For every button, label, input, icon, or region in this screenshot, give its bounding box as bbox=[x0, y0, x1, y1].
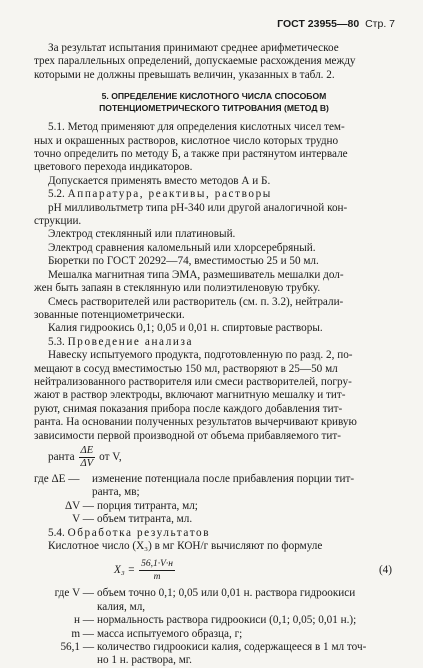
subsection-title: Аппаратура, реактивы, растворы bbox=[67, 188, 272, 201]
text-line: которыми не должны превышать величин, указанных в табл. 2. bbox=[34, 68, 335, 81]
text-line: нейтрализованного растворителя или смеси растворителей, погру- bbox=[34, 375, 352, 388]
definition-text: нормальность раствора гидроокиси (0,1; 0,05; 0,01 н.); bbox=[97, 614, 357, 627]
fraction bbox=[79, 445, 96, 470]
definition-row bbox=[34, 587, 394, 600]
definition-term: где ΔE — bbox=[34, 472, 80, 485]
subsection-title: Проведение анализа bbox=[67, 335, 194, 348]
text-line: зависимости первой производной от объема прибавляемого тит- bbox=[34, 429, 342, 442]
text-line: Калия гидроокись 0,1; 0,05 и 0,01 н. спиртовые растворы. bbox=[48, 322, 323, 335]
text-line: жают в раствор электроды, включают магнитную мешалку и тит- bbox=[34, 389, 346, 402]
page-header bbox=[277, 18, 395, 31]
equipment-list bbox=[34, 202, 394, 336]
definition-term: 56,1 — bbox=[60, 641, 94, 654]
text-line: ных и окрашенных растворов, кислотное число которых трудно bbox=[34, 134, 339, 147]
formula-denominator: m bbox=[153, 571, 161, 582]
text-line: Допускается применять вместо методов А и Б. bbox=[48, 174, 271, 187]
text-line: Кислотное число (X₃) в мг КОН/г вычисляют по формуле bbox=[48, 540, 323, 552]
formula-numerator: 56,1·V·н bbox=[141, 558, 173, 569]
text-line: Навеску испытуемого продукта, подготовленную по разд. 2, по- bbox=[48, 349, 353, 362]
section-heading bbox=[34, 91, 394, 114]
text-line: жен быть запаян в стеклянную или полиэтиленовую трубку. bbox=[34, 282, 321, 295]
definition-row bbox=[34, 601, 394, 614]
definition-row bbox=[34, 513, 394, 526]
definition-row bbox=[34, 641, 394, 654]
definition-text: ранта, мв; bbox=[92, 486, 140, 499]
equation-number: (4) bbox=[378, 563, 392, 576]
subsection-heading-5-2 bbox=[34, 188, 394, 201]
definition-term: V — bbox=[72, 513, 94, 526]
derivative-expression bbox=[48, 443, 394, 473]
page-number: Стр. 7 bbox=[365, 18, 395, 30]
text-line: Электрод сравнения каломельный или хлорсеребряный. bbox=[48, 241, 316, 254]
section-title-line: 5. ОПРЕДЕЛЕНИЕ КИСЛОТНОГО ЧИСЛА СПОСОБОМ bbox=[101, 91, 327, 102]
definition-text: калия, мл, bbox=[97, 600, 146, 613]
definition-row bbox=[34, 500, 394, 513]
variable-definitions-2 bbox=[34, 587, 394, 667]
text-line: трех параллельных определений, допускаемые расхождения между bbox=[34, 55, 356, 68]
text-line: зованные потенциометрически. bbox=[34, 308, 185, 321]
variable-definitions-1 bbox=[34, 473, 394, 527]
text-line: Электрод стеклянный или платиновый. bbox=[48, 228, 236, 241]
definition-term bbox=[34, 486, 92, 499]
definition-text: порция титранта, мл; bbox=[97, 499, 198, 512]
text-line: Мешалка магнитная типа ЭМА, размешиватель мешалки дол- bbox=[48, 268, 344, 281]
definition-term bbox=[34, 654, 97, 667]
definition-term: ΔV — bbox=[64, 499, 94, 512]
fraction-denominator: ΔV bbox=[80, 458, 94, 470]
formula-fraction bbox=[139, 558, 175, 583]
formula-lhs: X₃ = bbox=[114, 563, 136, 576]
fraction-suffix: от V, bbox=[99, 451, 122, 464]
section-title-line: ПОТЕНЦИОМЕТРИЧЕСКОГО ТИТРОВАНИЯ (МЕТОД В) bbox=[99, 102, 329, 113]
definition-text: количество гидроокиси калия, содержащееся в 1 мл точ- bbox=[97, 641, 367, 654]
intro-paragraph bbox=[34, 42, 394, 82]
text-line: руют, снимая показания прибора после каждого добавления тит- bbox=[34, 402, 343, 415]
fraction-prefix: ранта bbox=[48, 451, 75, 464]
definition-term: где V — bbox=[54, 587, 94, 600]
text-line: Смесь растворителей или растворитель (см. п. 3.2), нейтрали- bbox=[48, 295, 344, 308]
text-line: Бюретки по ГОСТ 20292—74, вместимостью 25 и 50 мл. bbox=[48, 255, 319, 268]
definition-text: но 1 н. раствора, мг. bbox=[97, 654, 192, 667]
definition-text: объем точно 0,1; 0,05 или 0,01 н. раствора гидроокиси bbox=[97, 587, 356, 600]
formula-4 bbox=[114, 553, 394, 587]
paragraph-5-1 bbox=[34, 121, 394, 188]
definition-text: объем титранта, мл. bbox=[97, 513, 193, 526]
text-line: ранта. На основании полученных результатов вычерчивают кривую bbox=[34, 416, 357, 429]
text-line: мещают в сосуд вместимостью 150 мл, растворяют в 25—50 мл bbox=[34, 362, 338, 375]
standard-number: ГОСТ 23955—80 bbox=[277, 18, 360, 30]
definition-term: m — bbox=[71, 627, 94, 640]
definition-row bbox=[34, 614, 394, 627]
subsection-heading-5-3 bbox=[34, 336, 394, 349]
text-line: 5.1. Метод применяют для определения кислотных чисел тем- bbox=[48, 121, 345, 134]
subsection-number: 5.3. bbox=[48, 335, 65, 348]
subsection-number: 5.2. bbox=[48, 188, 65, 201]
text-line: рН милливольтметр типа рН-340 или другой аналогичной кон- bbox=[48, 201, 348, 214]
definition-text: масса испытуемого образца, г; bbox=[97, 627, 243, 640]
definition-row bbox=[34, 628, 394, 641]
text-line: точно определить по методу Б, а также при растянутом интервале bbox=[34, 148, 348, 161]
document-body bbox=[34, 42, 394, 668]
text-line: цветового перехода индикаторов. bbox=[34, 161, 193, 174]
subsection-heading-5-4 bbox=[34, 527, 394, 540]
analysis-paragraph bbox=[34, 349, 394, 443]
definition-row bbox=[34, 473, 394, 486]
text-line: За результат испытания принимают среднее арифметическое bbox=[48, 42, 339, 54]
definition-row bbox=[34, 486, 394, 499]
subsection-number: 5.4. bbox=[48, 526, 65, 539]
definition-term: н — bbox=[74, 614, 94, 627]
text-line: струкции. bbox=[34, 215, 82, 228]
fraction-numerator: ΔE bbox=[80, 445, 94, 457]
definition-term bbox=[34, 601, 97, 614]
subsection-title: Обработка результатов bbox=[67, 526, 211, 539]
definition-text: изменение потенциала после прибавления порции тит- bbox=[92, 472, 355, 485]
definition-row bbox=[34, 654, 394, 667]
